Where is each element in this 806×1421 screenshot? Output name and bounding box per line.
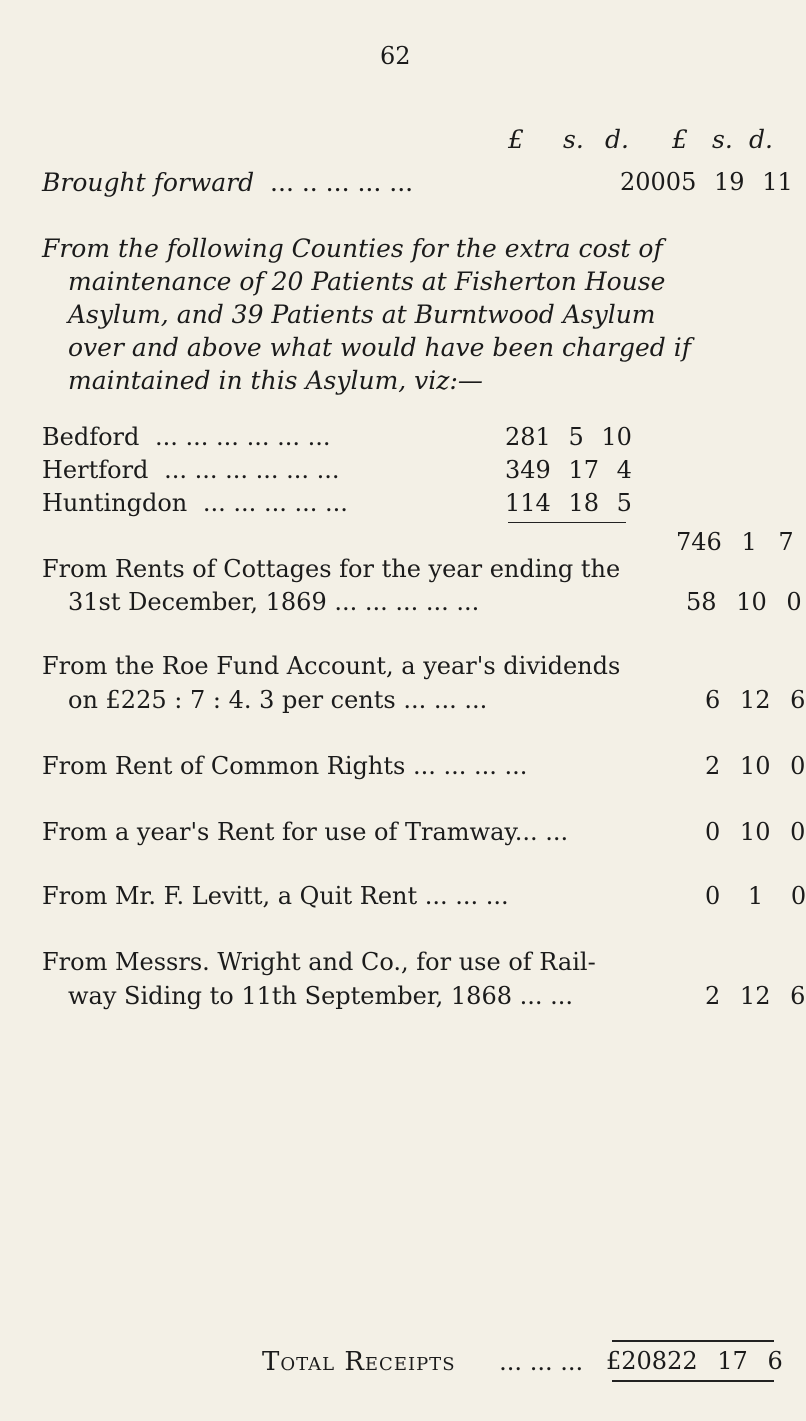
amount-pence: 4 <box>616 456 632 484</box>
amount-shillings: 1 <box>741 528 757 556</box>
amount-pounds: 58 <box>686 588 717 616</box>
receipt-line: From Rents of Cottages for the year ending the <box>42 555 621 583</box>
counties-total-amount <box>676 528 794 556</box>
amount-pence: 5 <box>616 489 632 517</box>
amount-pence: 6 <box>790 686 806 714</box>
amount-shillings: 1 <box>747 882 764 910</box>
amount-shillings: 10 <box>739 752 771 780</box>
receipt-amount <box>705 982 805 1010</box>
right-col-pounds: £ <box>672 125 688 154</box>
total-rule-bottom <box>612 1380 774 1382</box>
receipt-line: From Rent of Common Rights ... ... ... ... <box>42 752 528 780</box>
amount-pence: 7 <box>778 528 794 556</box>
total-rule-top <box>612 1340 774 1342</box>
county-name: Hertford <box>42 456 149 484</box>
leaders: ... ... ... ... ... ... <box>164 456 340 484</box>
amount-pence: 6 <box>790 982 806 1010</box>
leaders: ... .. ... ... ... <box>270 168 414 197</box>
receipt-amount <box>705 752 805 780</box>
leaders: ... ... ... ... ... ... <box>155 423 331 451</box>
counties-intro-line: maintenance of 20 Patients at Fisherton House <box>68 267 666 296</box>
total-row <box>262 1347 583 1377</box>
county-amount <box>505 423 632 451</box>
amount-pounds: 6 <box>705 686 721 714</box>
receipt-amount <box>705 882 806 910</box>
counties-intro-line: From the following Counties for the extra cost of <box>42 234 663 263</box>
amount-pounds: 746 <box>676 528 722 556</box>
county-row <box>42 423 330 451</box>
page-number: 62 <box>380 42 411 70</box>
receipt-line: way Siding to 11th September, 1868 ... ... <box>68 982 574 1010</box>
county-amount <box>505 456 632 484</box>
receipt-line: From Messrs. Wright and Co., for use of Rail- <box>42 948 596 976</box>
amount-shillings: 5 <box>568 423 584 451</box>
receipt-line: on £225 : 7 : 4. 3 per cents ... ... ... <box>68 686 488 714</box>
amount-pence: 11 <box>762 168 793 196</box>
counties-intro-line: over and above what would have been charged if <box>68 333 692 362</box>
subtotal-rule <box>508 522 626 523</box>
amount-pounds: 0 <box>705 882 721 910</box>
right-col-shillings: s. <box>712 125 733 154</box>
amount-pounds: 20005 <box>620 168 697 196</box>
county-name: Huntingdon <box>42 489 188 517</box>
receipt-line: From a year's Rent for use of Tramway... ... <box>42 818 569 846</box>
right-col-pence: d. <box>749 125 773 154</box>
left-col-shillings: s. <box>563 125 584 154</box>
receipt-amount <box>705 818 805 846</box>
amount-shillings: 19 <box>714 168 745 196</box>
brought-forward-row <box>42 168 413 197</box>
amount-pence: 6 <box>767 1347 783 1375</box>
amount-pounds: 2 <box>705 752 721 780</box>
amount-pounds: 2 <box>705 982 721 1010</box>
brought-forward-label: Brought forward <box>42 168 255 197</box>
amount-shillings: 12 <box>739 686 771 714</box>
amount-pounds: 281 <box>505 423 551 451</box>
left-col-pounds: £ <box>508 125 524 154</box>
receipt-line: From the Roe Fund Account, a year's dividends <box>42 652 621 680</box>
amount-shillings: 18 <box>568 489 599 517</box>
amount-pounds: 114 <box>505 489 551 517</box>
amount-pence: 0 <box>786 588 802 616</box>
counties-intro-line: Asylum, and 39 Patients at Burntwood Asylum <box>68 300 656 329</box>
amount-pounds: £20822 <box>606 1347 698 1375</box>
total-amount <box>606 1347 783 1375</box>
amount-pounds: 349 <box>505 456 551 484</box>
receipt-line: From Mr. F. Levitt, a Quit Rent ... ... ... <box>42 882 509 910</box>
county-name: Bedford <box>42 423 140 451</box>
receipt-line: 31st December, 1869 ... ... ... ... ... <box>68 588 480 616</box>
county-amount <box>505 489 632 517</box>
county-row <box>42 456 340 484</box>
counties-intro-line: maintained in this Asylum, viz:— <box>68 366 483 395</box>
amount-shillings: 17 <box>717 1347 748 1375</box>
amount-pence: 0 <box>790 818 806 846</box>
amount-pounds: 0 <box>705 818 721 846</box>
receipt-amount <box>705 686 805 714</box>
amount-shillings: 12 <box>739 982 771 1010</box>
total-label: Total Receipts <box>262 1347 456 1377</box>
amount-pence: 0 <box>790 882 806 910</box>
receipt-amount <box>686 588 802 616</box>
amount-pence: 0 <box>790 752 806 780</box>
left-col-pence: d. <box>605 125 629 154</box>
brought-forward-amount <box>620 168 793 196</box>
amount-shillings: 10 <box>739 818 771 846</box>
amount-shillings: 17 <box>568 456 599 484</box>
leaders: ... ... ... <box>499 1348 584 1376</box>
leaders: ... ... ... ... ... <box>202 489 348 517</box>
amount-shillings: 10 <box>736 588 767 616</box>
amount-pence: 10 <box>601 423 632 451</box>
county-row <box>42 489 348 517</box>
